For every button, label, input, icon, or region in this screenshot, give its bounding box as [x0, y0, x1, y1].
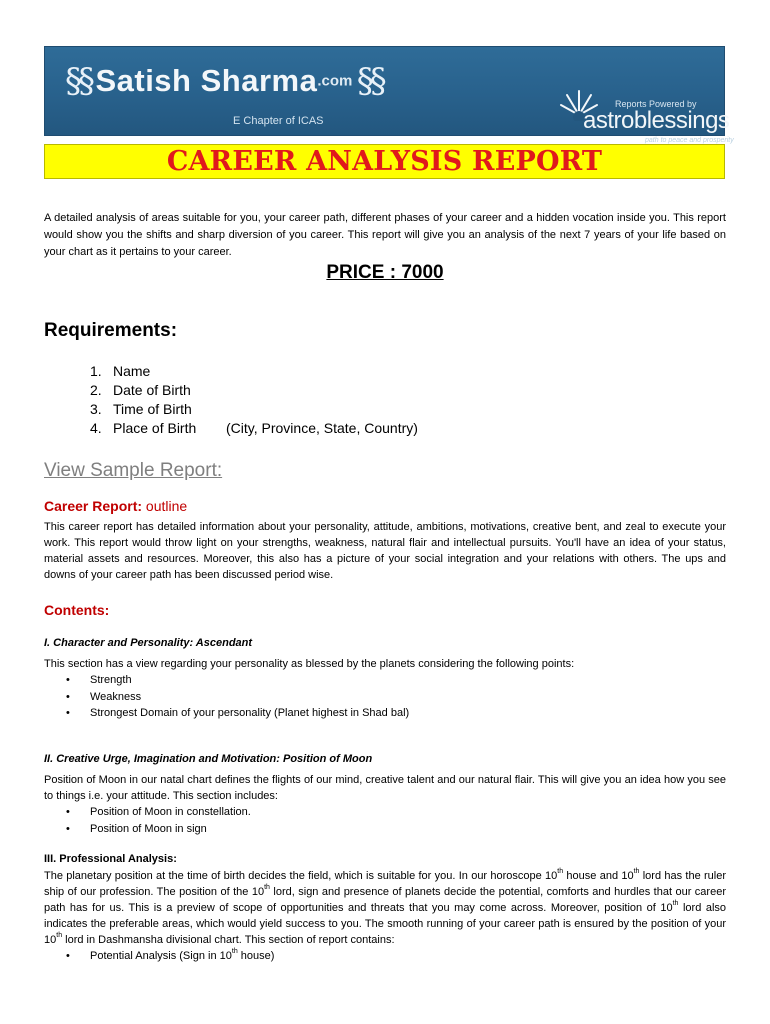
price-label: PRICE : 7000 [326, 262, 444, 283]
requirement-label: Place of Birth [113, 420, 197, 436]
astroblessings-logo [553, 77, 753, 144]
brand-mark-right-icon: §§ [356, 61, 383, 101]
requirement-label: Name [113, 363, 151, 379]
list-item: • Weakness [66, 689, 409, 706]
career-report-paragraph: This career report has detailed information about your personality, attitude, ambitions, motivations, creative bent, and zeal to execute your work. This report would throw light on your strengths, weakness, natural flair and intellectual pursuits. You'll have an idea of your status, material assets and resources. Moreover, this also has a picture of your social integration and your relations with others. The ups and downs of your career path has been discussed period wise. [44, 521, 726, 581]
section-2-title: II. Creative Urge, Imagination and Motivation: Position of Moon [44, 753, 373, 765]
requirement-label: Date of Birth [113, 382, 191, 398]
brand-logo [65, 61, 383, 101]
career-outline-heading [44, 498, 187, 514]
list-number: 2. [90, 382, 102, 398]
requirement-note: (City, Province, State, Country) [226, 420, 418, 436]
list-item: • Potential Analysis (Sign in 10th house) [66, 948, 274, 965]
section-2-bullets [66, 804, 251, 837]
bullet-icon: • [66, 707, 70, 719]
section-3-bullets [66, 948, 274, 965]
list-item: • Position of Moon in sign [66, 821, 251, 838]
outline-label: outline [142, 498, 188, 514]
sample-report-heading: View Sample Report: [44, 460, 223, 481]
list-item: • Position of Moon in constellation. [66, 804, 251, 821]
list-number: 4. [90, 420, 102, 436]
section-3-title: III. Professional Analysis: [44, 853, 177, 865]
career-report-label: Career Report: [44, 498, 143, 514]
requirements-heading: Requirements: [44, 320, 178, 341]
astroblessings-tagline: path to peace and prosperity [645, 137, 734, 144]
section-2-text: Position of Moon in our natal chart defines the flights of our mind, creative talent and our natural flair. This will give you an idea how you see to things i.e. your attitude. This section includes: [44, 774, 726, 802]
header-banner [44, 46, 734, 144]
requirement-label: Time of Birth [113, 401, 192, 417]
bullet-icon: • [66, 690, 70, 703]
report-title: CAREER ANALYSIS REPORT [166, 146, 603, 177]
powered-by-label: Reports Powered by [615, 99, 697, 109]
intro-paragraph: A detailed analysis of areas suitable for you, your career path, different phases of your career and a hidden vocation inside you. This report would show you the shifts and sharp diversion of you career. This report will give you an analysis of the next 7 years of your life based on your chart as it pertains to your career. [44, 212, 726, 258]
brand-mark-left-icon: §§ [65, 61, 91, 101]
section-3-text: The planetary position at the time of birth decides the field, which is suitable for you. In our horoscope 10th house and 10th lord has the ruler ship of our profession. The position of the 10th lord, sign and presence of planets decide the potential, comforts and hurdles that our career path has for us. This is a preview of scope of opportunities and threats that you may come across. Moreover, position of 10th lord also indicates the preferable areas, which would yield success to you. The smooth running of your career path is ensured by the position of your 10th lord in Dashmansha divisional chart. This section of report contains: [44, 868, 726, 946]
astroblessings-name: astroblessings [583, 107, 730, 134]
brand-domain: .com [317, 72, 353, 90]
title-bar [44, 144, 725, 179]
section-1-title: I. Character and Personality: Ascendant [44, 637, 253, 649]
bullet-icon: • [66, 950, 70, 962]
section-1-text: This section has a view regarding your personality as blessed by the planets considering the following points: [44, 658, 575, 670]
contents-heading: Contents: [44, 602, 110, 618]
list-number: 1. [90, 363, 102, 379]
section-1-bullets [66, 672, 409, 722]
bullet-icon: • [66, 806, 70, 818]
bullet-icon: • [66, 822, 70, 835]
bullet-icon: • [66, 674, 70, 686]
brand-name: Satish Sharma [95, 63, 318, 98]
brand-subtitle: E Chapter of ICAS [233, 115, 324, 127]
list-number: 3. [90, 401, 102, 417]
list-item: • Strongest Domain of your personality (Planet highest in Shad bal) [66, 705, 409, 722]
list-item: • Strength [66, 672, 409, 689]
